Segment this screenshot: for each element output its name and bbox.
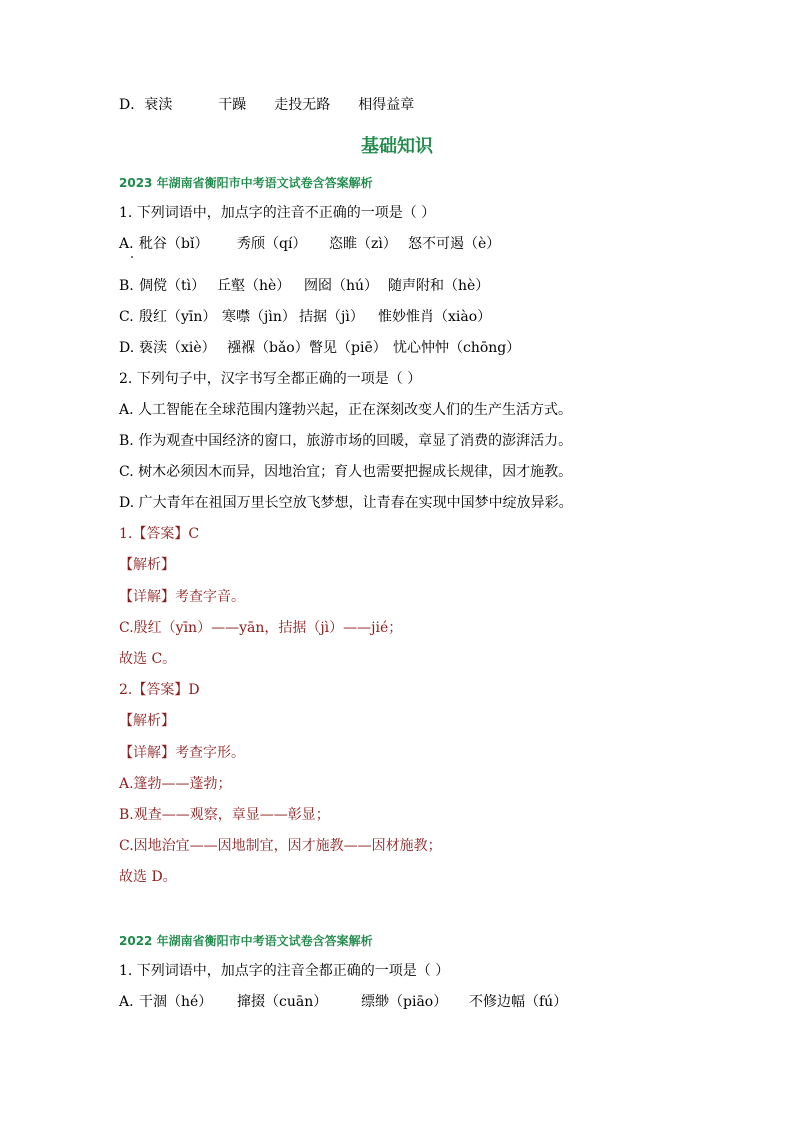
q1-option-d xyxy=(119,339,520,357)
option-item: 襁褓（bǎo） xyxy=(227,340,309,356)
option-item: 囫囵（hú） xyxy=(304,278,379,294)
emphasis-dot xyxy=(131,256,133,258)
q1-2022-option-a xyxy=(119,993,567,1011)
option-item: 恣睢（zì） xyxy=(329,236,397,252)
option-item: 走投无路 xyxy=(274,97,331,113)
option-label: C. xyxy=(119,309,134,325)
option-label: D. xyxy=(119,340,135,356)
explanation-2c: C.因地治宜——因地制宜，因才施教——因材施教； xyxy=(119,838,442,854)
option-label: B. xyxy=(119,278,134,294)
q1-stem: 1. 下列词语中，加点字的注音不正确的一项是（ ） xyxy=(119,205,436,221)
q2-option-c: C. 树木必须因木而异，因地治宜；育人也需要把握成长规律，因才施教。 xyxy=(119,464,573,480)
q1-option-c xyxy=(119,308,491,326)
option-item: 忧心忡忡（chōng） xyxy=(393,340,521,356)
option-item: 衰渎 xyxy=(144,97,173,113)
option-item: 怒不可遏（è） xyxy=(408,236,501,252)
option-item: 不修边幅（fú） xyxy=(469,994,568,1010)
analysis-2: 【解析】 xyxy=(119,713,175,729)
option-item: 拮据（jì） xyxy=(299,309,364,325)
option-label: D． xyxy=(119,97,145,113)
top-option-d xyxy=(119,96,414,114)
q1-2022-stem: 1. 下列词语中，加点字的注音全都正确的一项是（ ） xyxy=(119,963,450,979)
exam-2023-title: 2023 年湖南省衡阳市中考语文试卷含答案解析 xyxy=(119,176,373,190)
q2-option-a: A. 人工智能在全球范围内篷勃兴起，正在深刻改变人们的生产生活方式。 xyxy=(119,402,573,418)
detail-2: 【详解】考查字形。 xyxy=(119,745,245,761)
q1-option-b xyxy=(119,277,489,295)
option-item: 丘壑（hè） xyxy=(217,278,291,294)
analysis-1: 【解析】 xyxy=(119,557,175,573)
q2-option-b: B. 作为观查中国经济的窗口，旅游市场的回暖，章显了消费的澎湃活力。 xyxy=(119,433,573,449)
conclusion-2: 故选 D。 xyxy=(119,869,177,885)
exam-2022-title: 2022 年湖南省衡阳市中考语文试卷含答案解析 xyxy=(119,934,373,948)
conclusion-1: 故选 C。 xyxy=(119,651,177,667)
q1-option-a xyxy=(119,235,500,253)
option-item: 相得益章 xyxy=(358,97,415,113)
option-item: 撺掇（cuān） xyxy=(237,994,328,1010)
option-item: 缥缈（piāo） xyxy=(361,994,448,1010)
answer-1: 1.【答案】C xyxy=(119,526,200,542)
option-item: 惟妙惟肖（xiào） xyxy=(378,309,492,325)
explanation-1: C.殷红（yīn）——yān，拮据（jì）——jié； xyxy=(119,620,403,636)
explanation-2a: A.篷勃——蓬勃； xyxy=(119,776,232,792)
option-item: 干躁 xyxy=(218,97,247,113)
option-item: 干涸（hé） xyxy=(139,994,213,1010)
option-item: 殷红（yīn） xyxy=(139,309,217,325)
option-item: 寒噤（jìn） xyxy=(222,309,296,325)
section-title: 基础知识 xyxy=(361,136,433,157)
option-item: 亵渎（xiè） xyxy=(139,340,216,356)
option-item: 瞥见（piē） xyxy=(309,340,387,356)
q2-stem: 2. 下列句子中，汉字书写全都正确的一项是（ ） xyxy=(119,371,422,387)
option-item: 秀颀（qí） xyxy=(237,236,307,252)
detail-1: 【详解】考查字音。 xyxy=(119,589,245,605)
option-label: A. xyxy=(119,236,134,252)
explanation-2b: B.观查——观察，章显——彰显； xyxy=(119,807,330,823)
option-item: 倜傥（tì） xyxy=(139,278,206,294)
option-label: A. xyxy=(119,994,134,1010)
option-item: 随声附和（hè） xyxy=(388,278,490,294)
option-item: 秕谷（bǐ） xyxy=(139,236,209,252)
answer-2: 2.【答案】D xyxy=(119,682,200,698)
q2-option-d: D. 广大青年在祖国万里长空放飞梦想，让青春在实现中国梦中绽放异彩。 xyxy=(119,495,573,511)
